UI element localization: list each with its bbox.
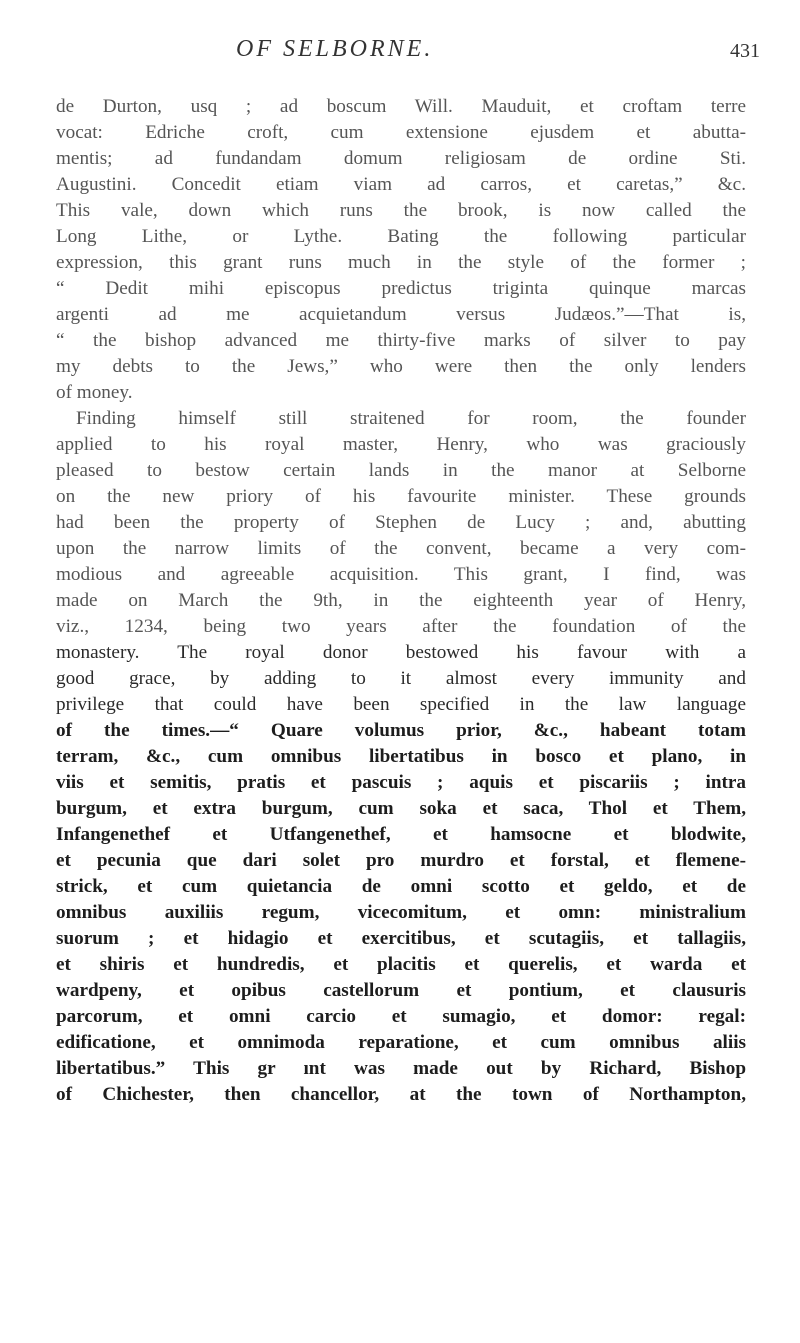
- text-line: parcorum, et omni carcio et sumagio, et domor: regal:: [56, 1006, 746, 1027]
- text-line: on the new priory of his favourite minister. These grounds: [56, 486, 746, 507]
- page-number: 431: [730, 40, 760, 62]
- text-line: “ Dedit mihi episcopus predictus triginta quinque marcas: [56, 278, 746, 299]
- text-line: de Durton, usq ; ad boscum Will. Mauduit, et croftam terre: [56, 96, 746, 117]
- text-line: my debts to the Jews,” who were then the only lenders: [56, 356, 746, 377]
- text-line: omnibus auxiliis regum, vicecomitum, et omn: ministralium: [56, 902, 746, 923]
- text-line: upon the narrow limits of the convent, became a very com-: [56, 538, 746, 559]
- body-text: [56, 94, 746, 1108]
- text-line: This vale, down which runs the brook, is now called the: [56, 200, 746, 221]
- text-line: viis et semitis, pratis et pascuis ; aquis et piscariis ; intra: [56, 772, 746, 793]
- text-line: of money.: [56, 382, 133, 403]
- text-line: suorum ; et hidagio et exercitibus, et scutagiis, et tallagiis,: [56, 928, 746, 949]
- text-line: mentis; ad fundandam domum religiosam de ordine Sti.: [56, 148, 746, 169]
- text-line: Infangenethef et Utfangenethef, et hamsocne et blodwite,: [56, 824, 746, 845]
- text-line: libertatibus.” This gr ınt was made out by Richard, Bishop: [56, 1058, 746, 1079]
- text-line: Finding himself still straitened for room, the founder: [76, 408, 746, 429]
- text-line: privilege that could have been specified in the law language: [56, 694, 746, 715]
- text-line: made on March the 9th, in the eighteenth year of Henry,: [56, 590, 746, 611]
- text-line: vocat: Edriche croft, cum extensione ejusdem et abutta-: [56, 122, 746, 143]
- text-line: pleased to bestow certain lands in the manor at Selborne: [56, 460, 746, 481]
- text-line: et shiris et hundredis, et placitis et querelis, et warda et: [56, 954, 746, 975]
- text-line: “ the bishop advanced me thirty-five marks of silver to pay: [56, 330, 746, 351]
- running-head: OF SELBORNE.: [236, 36, 434, 62]
- page-header: [0, 36, 800, 76]
- text-line: monastery. The royal donor bestowed his favour with a: [56, 642, 746, 663]
- text-line: burgum, et extra burgum, cum soka et saca, Thol et Them,: [56, 798, 746, 819]
- text-line: modious and agreeable acquisition. This grant, I find, was: [56, 564, 746, 585]
- text-line: of Chichester, then chancellor, at the town of Northampton,: [56, 1084, 746, 1105]
- text-line: expression, this grant runs much in the style of the former ;: [56, 252, 746, 273]
- text-line: had been the property of Stephen de Lucy ; and, abutting: [56, 512, 746, 533]
- text-line: wardpeny, et opibus castellorum et pontium, et clausuris: [56, 980, 746, 1001]
- text-line: good grace, by adding to it almost every immunity and: [56, 668, 746, 689]
- text-line: of the times.—“ Quare volumus prior, &c., habeant totam: [56, 720, 746, 741]
- text-line: et pecunia que dari solet pro murdro et forstal, et flemene-: [56, 850, 746, 871]
- text-line: terram, &c., cum omnibus libertatibus in bosco et plano, in: [56, 746, 746, 767]
- text-line: Long Lithe, or Lythe. Bating the following particular: [56, 226, 746, 247]
- text-line: edificatione, et omnimoda reparatione, et cum omnibus aliis: [56, 1032, 746, 1053]
- text-line: argenti ad me acquietandum versus Judæos.”—That is,: [56, 304, 746, 325]
- text-line: applied to his royal master, Henry, who was graciously: [56, 434, 746, 455]
- text-line: viz., 1234, being two years after the foundation of the: [56, 616, 746, 637]
- text-line: strick, et cum quietancia de omni scotto et geldo, et de: [56, 876, 746, 897]
- text-line: Augustini. Concedit etiam viam ad carros, et caretas,” &c.: [56, 174, 746, 195]
